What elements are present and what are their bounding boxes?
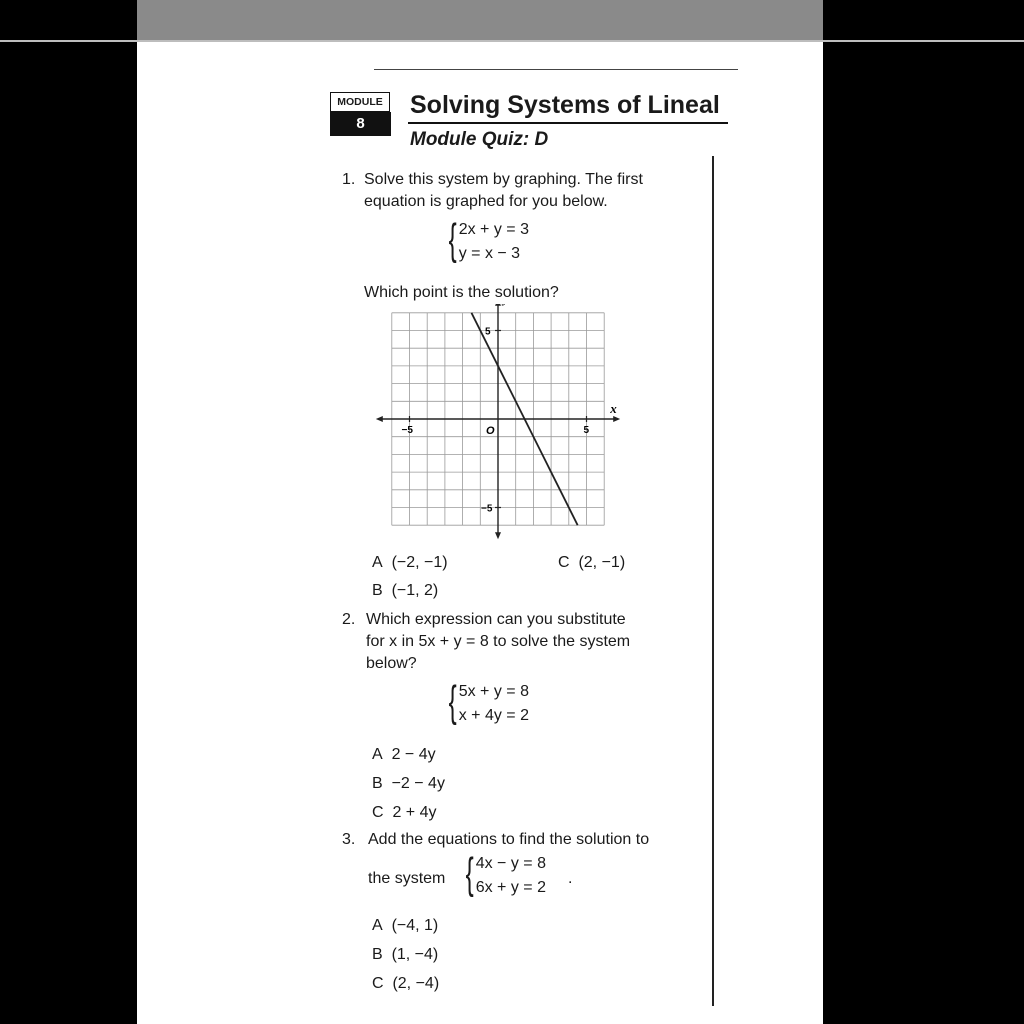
worksheet-page xyxy=(137,42,823,1024)
q1-equation-2: y = x − 3 xyxy=(458,245,521,262)
q2-system xyxy=(442,677,529,728)
tick-label-y-5: 5 xyxy=(485,326,491,338)
brace-icon: { xyxy=(465,849,474,898)
q2-text-line2: for x in 5x + y = 8 to solve the system xyxy=(366,633,631,650)
choice-value: (−1, 2) xyxy=(391,582,439,599)
choice-value: −2 − 4y xyxy=(391,775,445,792)
q3-text-line1: Add the equations to find the solution to xyxy=(368,831,650,848)
q3-choice-b[interactable] xyxy=(372,944,438,966)
choice-value: (−4, 1) xyxy=(391,917,439,934)
q1-equation-1: 2x + y = 3 xyxy=(458,221,529,238)
choice-value: (2, −1) xyxy=(578,554,626,571)
tick-label-x-5: 5 xyxy=(583,425,590,436)
x-axis-arrow-right xyxy=(613,416,620,422)
page-subtitle: Module Quiz: D xyxy=(410,129,549,150)
choice-value: (2, −4) xyxy=(392,975,440,992)
choice-letter: C xyxy=(558,554,570,571)
choice-value: (−2, −1) xyxy=(391,554,448,571)
q1-choice-c[interactable] xyxy=(558,552,625,574)
choice-letter: B xyxy=(372,582,383,599)
y-axis-arrow-up xyxy=(495,304,501,306)
origin-label: O xyxy=(486,425,495,437)
q3-equation-2: 6x + y = 2 xyxy=(475,879,546,896)
q2-equation-1: 5x + y = 8 xyxy=(458,683,529,700)
brace-icon: { xyxy=(448,677,457,726)
q2-text-line1: Which expression can you substitute xyxy=(366,611,626,628)
choice-value: (1, −4) xyxy=(391,946,439,963)
tick-label-y-neg5: −5 xyxy=(481,503,493,515)
choice-letter: A xyxy=(372,746,383,763)
x-axis-arrow-left xyxy=(376,416,383,422)
choice-value: 2 + 4y xyxy=(392,804,437,821)
brace-icon: { xyxy=(448,215,457,264)
choice-letter: C xyxy=(372,975,384,992)
q2-number: 2. xyxy=(342,611,356,628)
q3-choice-a[interactable] xyxy=(372,915,438,937)
q2-choice-a[interactable] xyxy=(372,744,436,766)
q1-choice-a[interactable] xyxy=(372,552,448,574)
q2-equation-2: x + 4y = 2 xyxy=(458,707,529,724)
q1-text-line1: Solve this system by graphing. The first xyxy=(364,171,643,188)
x-axis-label: x xyxy=(610,401,617,416)
margin-rule xyxy=(712,156,714,1006)
q3-number: 3. xyxy=(342,831,356,848)
module-badge xyxy=(330,92,390,134)
header-rule xyxy=(374,69,738,70)
q3-end: . xyxy=(568,870,573,887)
page-title: Solving Systems of Lineal xyxy=(410,91,720,119)
choice-letter: A xyxy=(372,554,383,571)
q3-lead: the system xyxy=(368,870,446,887)
q3-equation-1: 4x − y = 8 xyxy=(475,855,546,872)
module-number: 8 xyxy=(330,112,391,136)
choice-letter: B xyxy=(372,946,383,963)
q1-number: 1. xyxy=(342,171,356,188)
q2-choice-b[interactable] xyxy=(372,773,445,795)
q3-choice-c[interactable] xyxy=(372,973,439,995)
module-label: MODULE xyxy=(330,92,390,112)
y-axis-arrow-down xyxy=(495,532,501,539)
q3-system xyxy=(459,849,546,900)
q1-graph xyxy=(373,304,623,549)
top-bar xyxy=(137,0,823,40)
q1-prompt: Which point is the solution? xyxy=(364,284,559,301)
y-axis-label xyxy=(501,304,509,306)
q1-choice-b[interactable] xyxy=(372,580,438,602)
choice-letter: A xyxy=(372,917,383,934)
choice-letter: B xyxy=(372,775,383,792)
choice-value: 2 − 4y xyxy=(391,746,436,763)
q1-text-line2: equation is graphed for you below. xyxy=(364,193,608,210)
tick-label-x-neg5: −5 xyxy=(401,425,413,436)
graph-axes xyxy=(376,304,620,539)
q2-text-line3: below? xyxy=(366,655,417,672)
q1-system xyxy=(442,215,529,266)
choice-letter: C xyxy=(372,804,384,821)
title-underline xyxy=(408,122,728,124)
q2-choice-c[interactable] xyxy=(372,802,436,824)
